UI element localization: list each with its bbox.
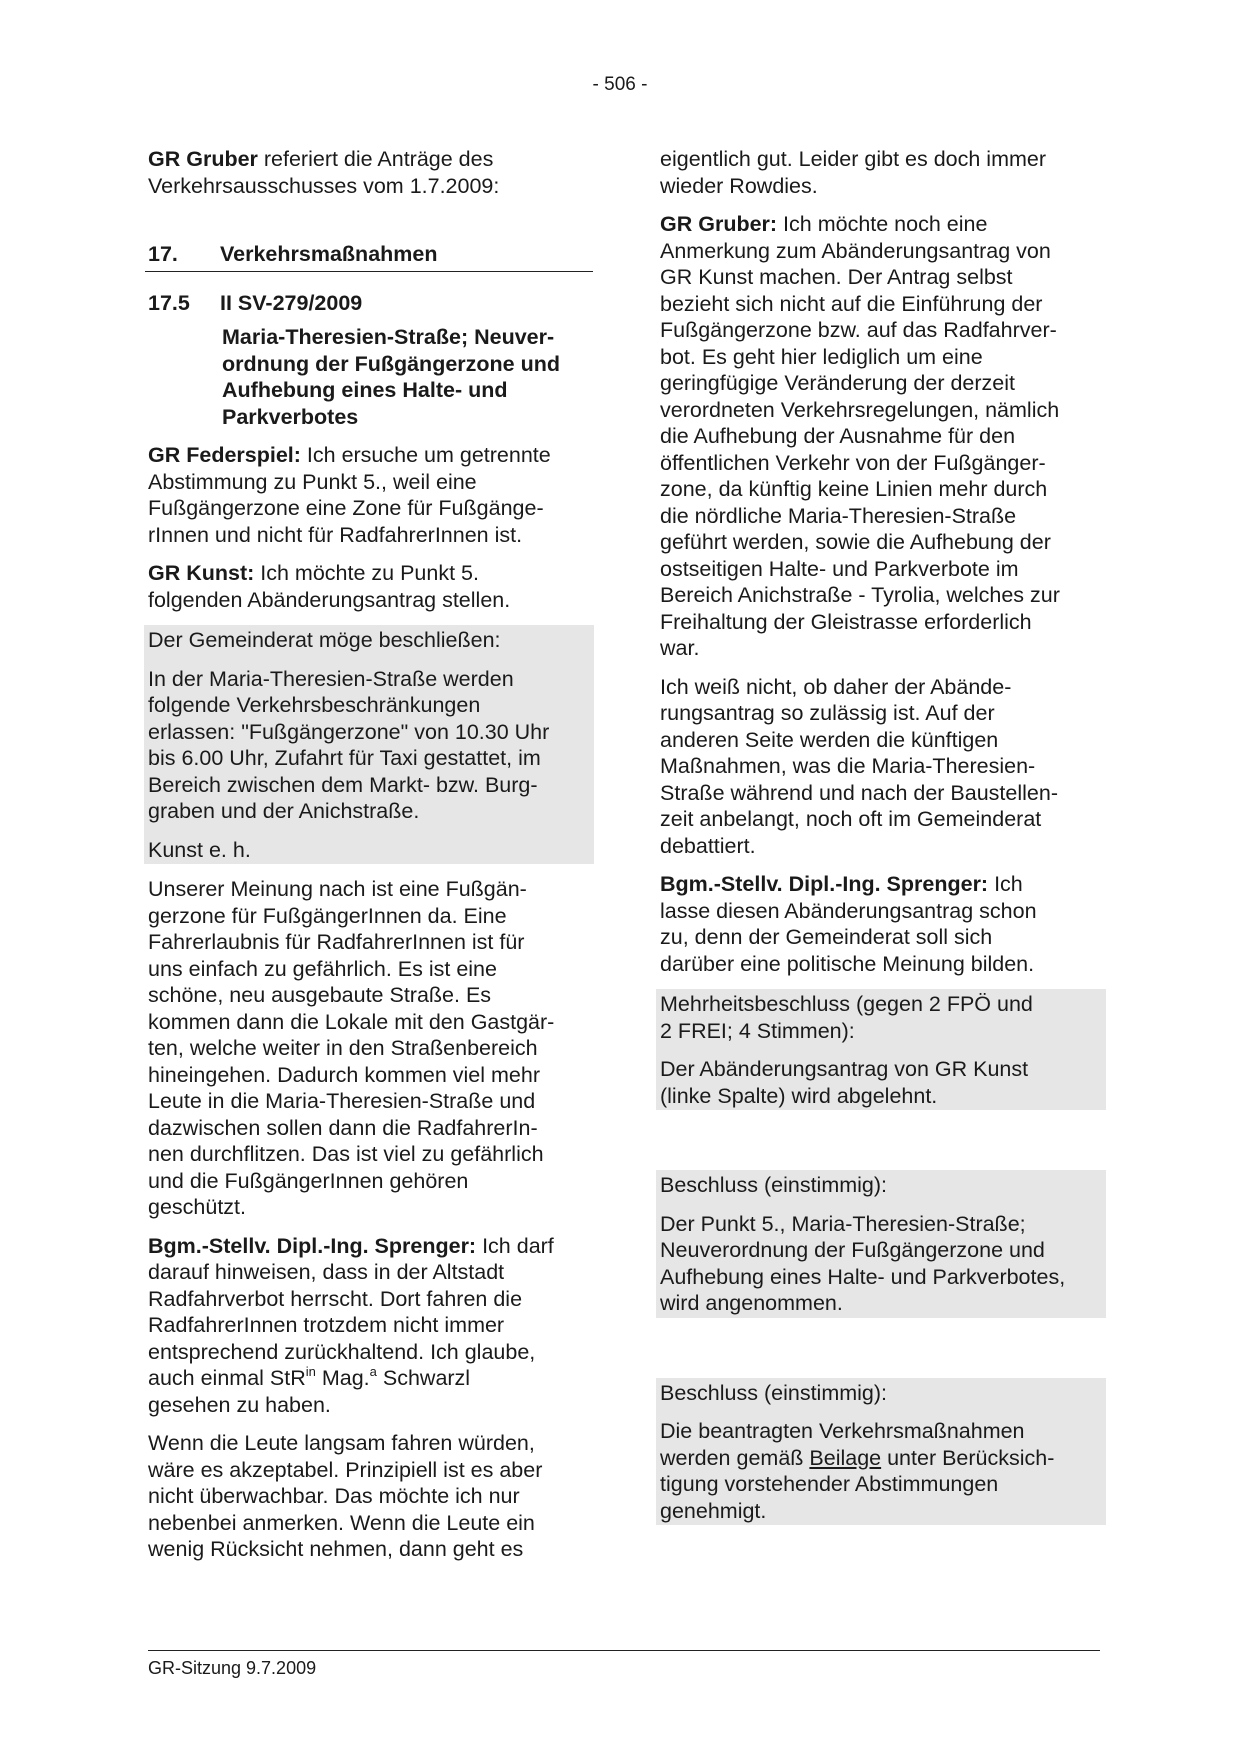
- resolution-heading: Mehrheitsbeschluss (gegen 2 FPÖ und 2 FREI; 4 Stimmen):: [660, 992, 1033, 1043]
- speech-paragraph: GR Federspiel: Ich ersuche um getrennte Abstimmung zu Punkt 5., weil eine Fußgängerzone eine Zone für Fußgänge- rInnen und nicht für RadfahrerInnen ist.: [148, 443, 551, 547]
- resolution-heading: Beschluss (einstimmig):: [660, 1173, 887, 1197]
- footer-text: GR-Sitzung 9.7.2009: [148, 1658, 317, 1678]
- section-title: Verkehrsmaßnahmen: [220, 242, 438, 266]
- speech-paragraph: Ich weiß nicht, ob daher der Abände- rungsantrag so zulässig ist. Auf der anderen Seite werden die künftigen Maßnahmen, was die Maria-Theresien- Straße während und nach der Baustellen- zeit anbelangt, noch oft im Gemeinderat debattiert.: [660, 674, 1058, 858]
- resolution-text: Der Punkt 5., Maria-Theresien-Straße; Neuverordnung der Fußgängerzone und Aufhebung eines Halte- und Parkverbotes, wird angenommen.: [660, 1211, 1066, 1315]
- speech-paragraph: Bgm.-Stellv. Dipl.-Ing. Sprenger: Ich darf darauf hinweisen, dass in der Altstadt Radfahrverbot herrscht. Dort fahren die RadfahrerInnen trotzdem nicht immer entsprechend zurückhaltend. Ich glaube, auch einmal StR$^{in}$ Mag.$^a$ Schwarzl gesehen zu haben.: [148, 1233, 554, 1417]
- page-number: - 506 -: [592, 74, 648, 95]
- speaker-name: Bgm.-Stellv. Dipl.-Ing. Sprenger:: [148, 1233, 477, 1258]
- speech-paragraph: Wenn die Leute langsam fahren würden, wäre es akzeptabel. Prinzipiell ist es aber nicht überwachbar. Das möchte ich nur nebenbei anmerken. Wenn die Leute ein wenig Rücksicht nehmen, dann geht es: [148, 1431, 543, 1561]
- section-heading: [145, 241, 593, 272]
- beilage-link[interactable]: Beilage: [809, 1445, 882, 1470]
- speech-paragraph: Unserer Meinung nach ist eine Fußgän- gerzone für FußgängerInnen da. Eine Fahrerlaubnis für RadfahrerInnen ist für uns einfach zu gefährlich. Es ist eine schöne, neu ausgebaute Straße. Es kommen dann die Lokale mit den Gastgär- ten, welche weiter in den Straßenbereich hineingehen. Dadurch kommen viel mehr Leute in die Maria-Theresien-Straße und dazwischen sollen dann die RadfahrerIn- nen durchflitzen. Das ist viel zu gefährlich und die FußgängerInnen gehören geschützt.: [148, 877, 555, 1219]
- subsection-heading: [148, 290, 590, 317]
- speaker-name: GR Gruber:: [660, 212, 778, 236]
- speaker-name: GR Gruber: [148, 147, 258, 171]
- resolution-box: [656, 1170, 1106, 1318]
- intro-paragraph: GR Gruber referiert die Anträge des Verkehrsausschusses vom 1.7.2009:: [148, 147, 500, 198]
- resolution-box: [656, 989, 1106, 1110]
- resolution-heading: Beschluss (einstimmig):: [660, 1380, 887, 1405]
- motion-signature: Kunst e. h.: [148, 837, 251, 862]
- speech-paragraph: GR Gruber: Ich möchte noch eine Anmerkung zum Abänderungsantrag von GR Kunst machen. Der Antrag selbst bezieht sich nicht auf die Einführung der Fußgängerzone bzw. auf das Radfahrver- bot. Es geht hier lediglich um eine geringfügige Veränderung der derzeit verordneten Verkehrsregelungen, nämlich die Aufhebung der Ausnahme für den öffentlichen Verkehr von der Fußgänger- zone, da künftig keine Linien mehr durch die nördliche Maria-Theresien-Straße geführt werden, sowie die Aufhebung der ostseitigen Halte- und Parkverbote im Bereich Anichstraße - Tyrolia, welches zur Freihaltung der Gleistrasse erforderlich war.: [660, 212, 1060, 660]
- resolution-text: Die beantragten Verkehrsmaßnahmen werden gemäß Beilage unter Berücksich- tigung vorstehender Abstimmungen genehmigt.: [660, 1419, 1055, 1523]
- motion-box: [144, 625, 594, 864]
- motion-text: In der Maria-Theresien-Straße werden folgende Verkehrsbeschränkungen erlassen: "Fußgängerzone" von 10.30 Uhr bis 6.00 Uhr, Zufahrt für Taxi gestattet, im Bereich zwischen dem Markt- bzw. Burg- graben und der Anichstraße.: [148, 666, 550, 823]
- speech-paragraph: eigentlich gut. Leider gibt es doch immer wieder Rowdies.: [660, 147, 1047, 198]
- subsection-title: Maria-Theresien-Straße; Neuver- ordnung der Fußgängerzone und Aufhebung eines Halte- und Parkverbotes: [222, 325, 560, 429]
- right-column: [660, 146, 1102, 1537]
- left-column: [148, 146, 590, 1575]
- speech-paragraph: Bgm.-Stellv. Dipl.-Ing. Sprenger: Ich lasse diesen Abänderungsantrag schon zu, denn der Gemeinderat soll sich darüber eine politische Meinung bilden.: [660, 872, 1037, 976]
- motion-intro: Der Gemeinderat möge beschließen:: [148, 628, 501, 652]
- subsection-number: 17.5: [148, 290, 190, 315]
- speaker-name: GR Kunst:: [148, 561, 255, 585]
- section-number: 17.: [148, 242, 178, 266]
- resolution-box: [656, 1378, 1106, 1526]
- speaker-name: GR Federspiel:: [148, 443, 301, 467]
- speaker-name: Bgm.-Stellv. Dipl.-Ing. Sprenger:: [660, 872, 989, 896]
- footer-divider: [148, 1650, 1100, 1651]
- resolution-text: Der Abänderungsantrag von GR Kunst (linke Spalte) wird abgelehnt.: [660, 1057, 1029, 1108]
- subsection-code: II SV-279/2009: [220, 290, 363, 315]
- speech-paragraph: GR Kunst: Ich möchte zu Punkt 5. folgenden Abänderungsantrag stellen.: [148, 561, 511, 612]
